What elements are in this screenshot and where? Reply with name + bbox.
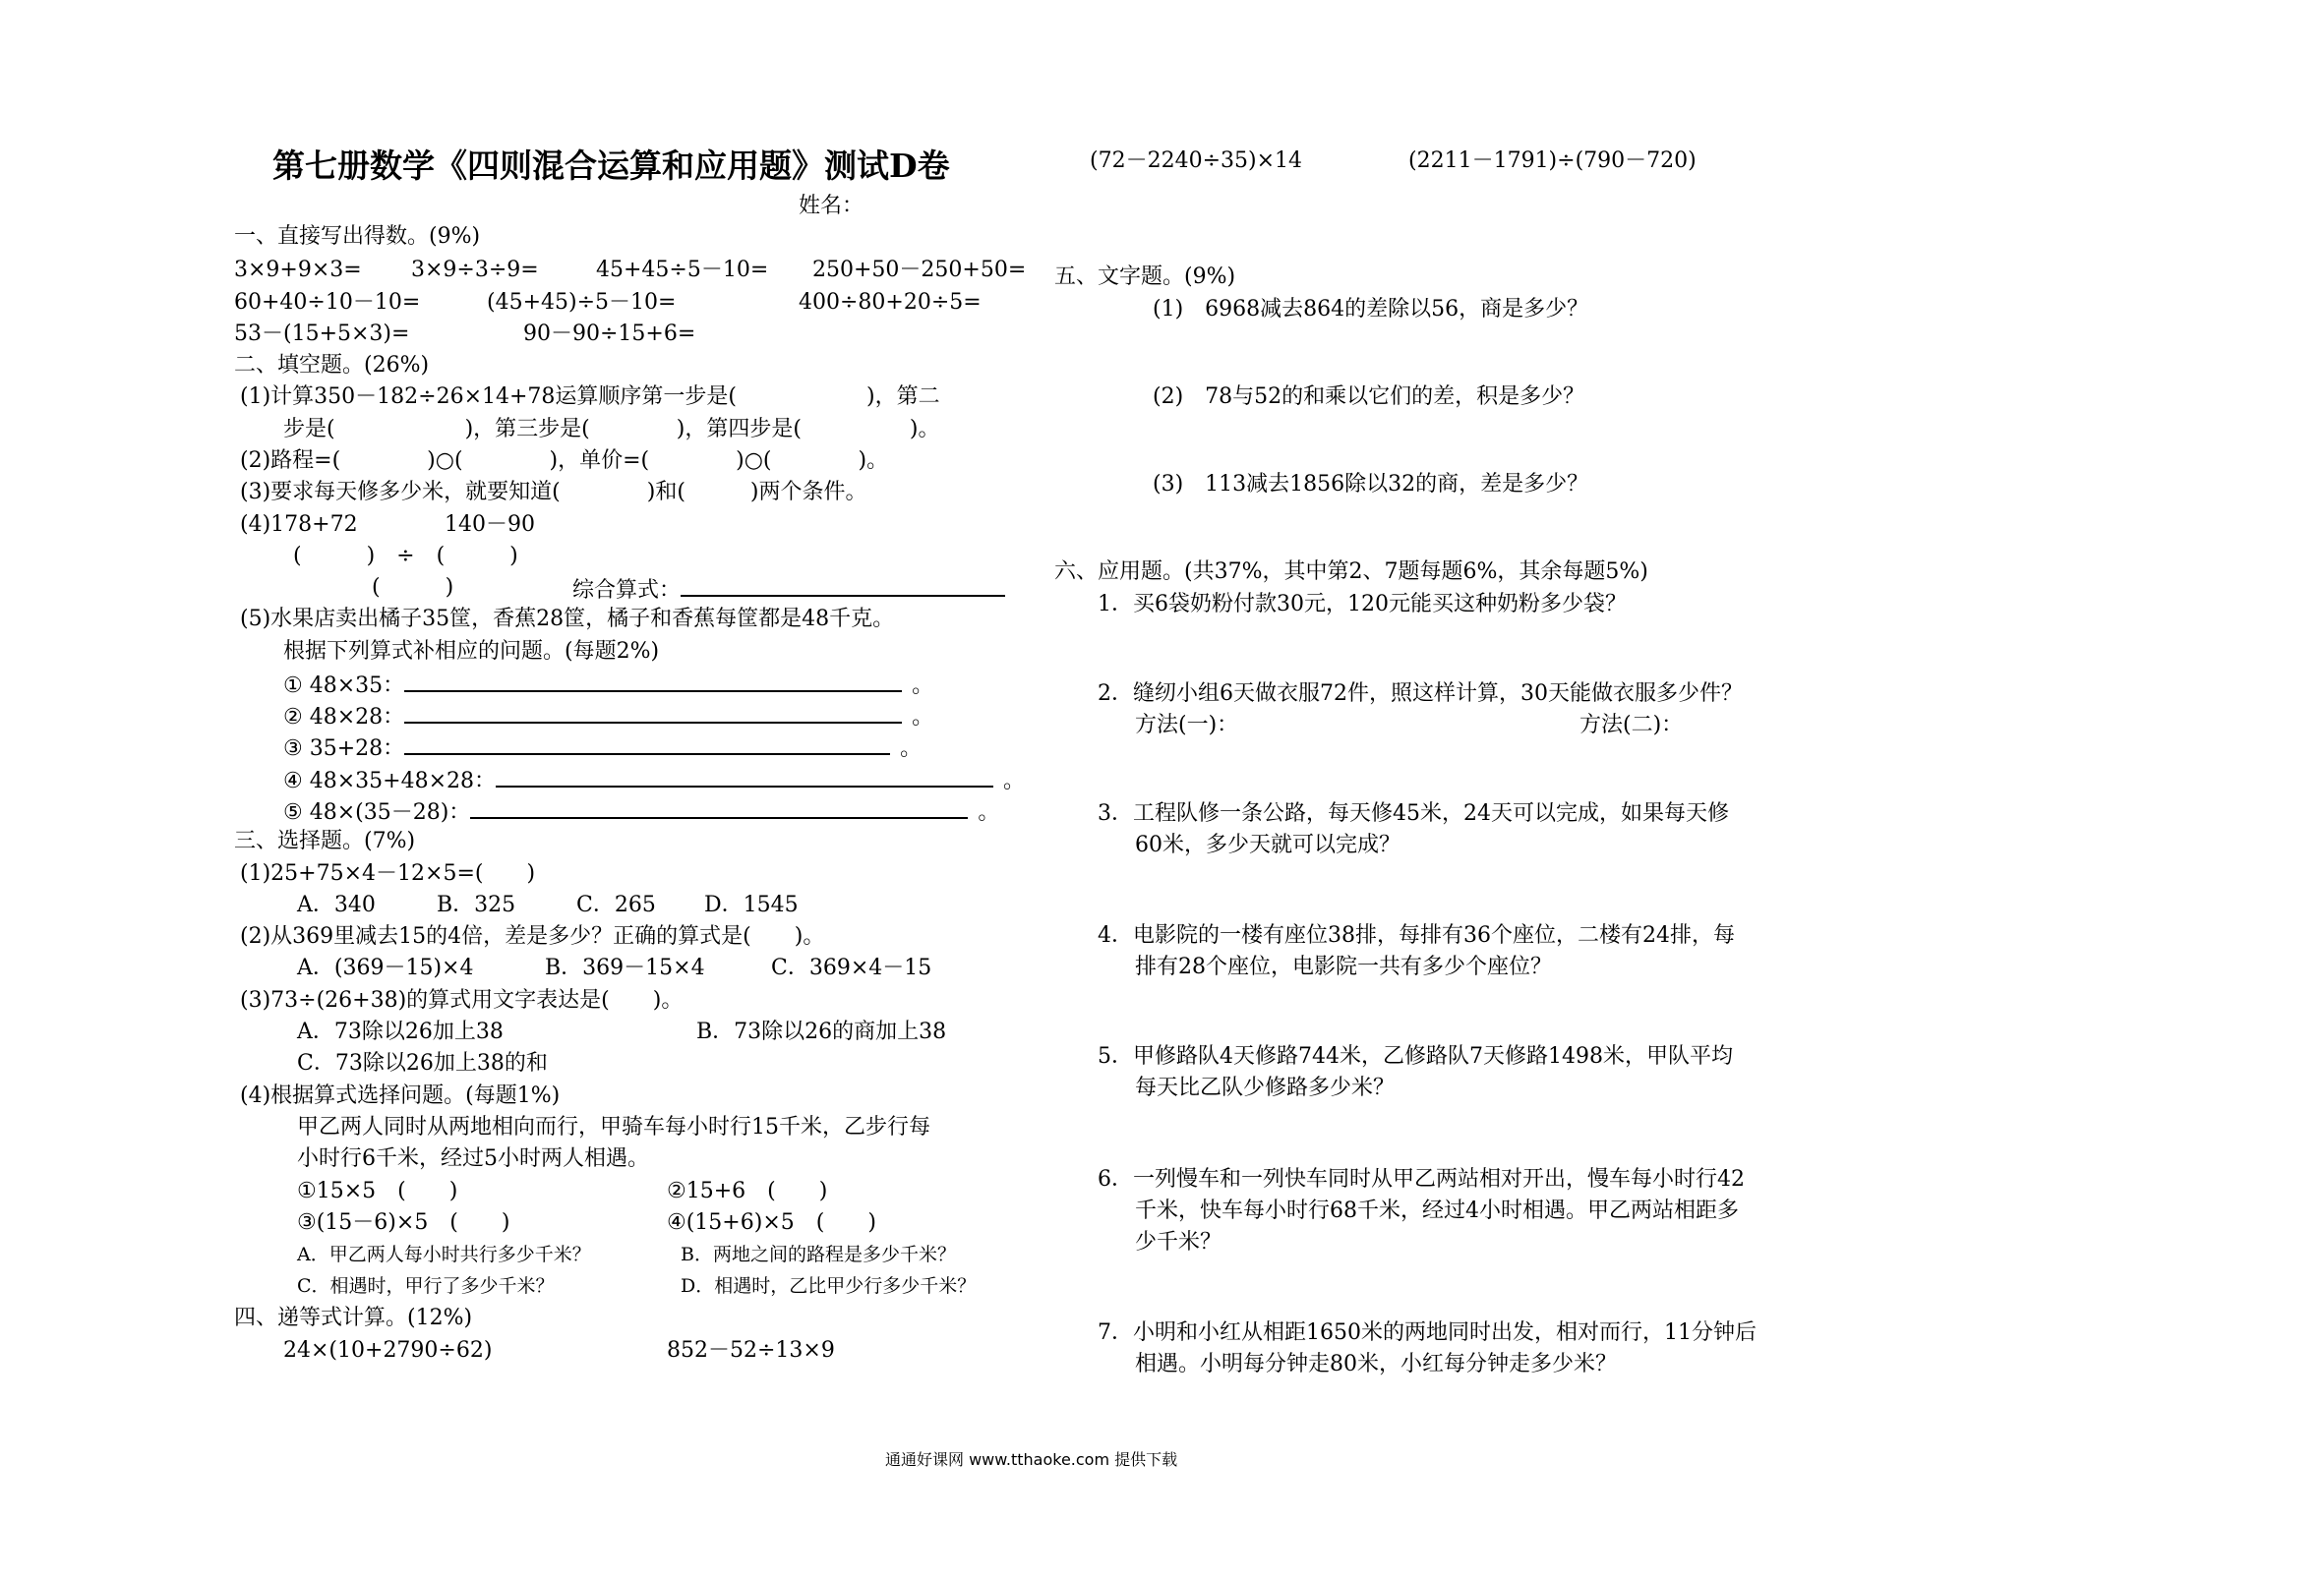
- s3-q4-e3: ③(15－6)×5 ( ): [297, 1210, 510, 1235]
- answer-line[interactable]: [404, 702, 902, 724]
- answer-line[interactable]: [681, 575, 1005, 597]
- s1-item: 45+45÷5－10=: [596, 258, 769, 282]
- s1-item: 3×9÷3÷9=: [411, 258, 539, 282]
- item-label: ② 48×28：: [283, 705, 405, 730]
- s3-q1: (1)25+75×4－12×5=( ): [240, 861, 536, 886]
- s4-e1: 24×(10+2790÷62): [283, 1338, 493, 1363]
- s3-q1-opt: B．325: [437, 893, 516, 917]
- s1-item: 3×9+9×3=: [234, 258, 362, 282]
- s6-q5-l2: 每天比乙队少修路多少米？: [1135, 1076, 1396, 1100]
- period: 。: [1003, 769, 1026, 793]
- s2-q1-line1: (1)计算350－182÷26×14+78运算顺序第一步是( )，第二: [240, 384, 940, 409]
- s2-q1-line2: 步是( )，第三步是( )，第四步是( )。: [283, 417, 940, 441]
- s6-q2-method2: 方法(二)：: [1579, 713, 1684, 737]
- section3-heading: 三、选择题。(7%): [234, 829, 416, 853]
- item-label: ④ 48×35+48×28：: [283, 769, 496, 793]
- s1-item: 250+50－250+50=: [812, 258, 1027, 282]
- s6-q7-l1: 7．小明和小红从相距1650米的两地同时出发，相对而行，11分钟后: [1098, 1320, 1757, 1345]
- s3-q4-oB: B．两地之间的路程是多少千米？: [681, 1244, 956, 1265]
- s5-q3: (3) 113减去1856除以32的商，差是多少？: [1153, 472, 1589, 497]
- s1-item: 53－(15+5×3)=: [234, 322, 410, 346]
- combined-label: 综合算式：: [572, 578, 682, 603]
- answer-line[interactable]: [470, 797, 968, 819]
- s2-q4-line2: ( ) ÷ ( ): [293, 544, 518, 568]
- period: 。: [912, 705, 934, 730]
- item-label: ③ 35+28：: [283, 736, 405, 761]
- s5-q2: (2) 78与52的和乘以它们的差，积是多少？: [1153, 384, 1585, 409]
- period: 。: [900, 736, 923, 761]
- s3-q2: (2)从369里减去15的4倍，差是多少？正确的算式是( )。: [240, 924, 825, 949]
- answer-line[interactable]: [404, 733, 890, 755]
- period: 。: [912, 673, 934, 698]
- s3-q4-e4: ④(15+6)×5 ( ): [667, 1210, 876, 1235]
- s1-item: 90－90÷15+6=: [523, 322, 696, 346]
- s2-q5-item: [283, 766, 1025, 794]
- s3-q4-oC: C．相遇时，甲行了多少千米？: [297, 1275, 555, 1297]
- s3-q3: (3)73÷(26+38)的算式用文字表达是( )。: [240, 988, 684, 1013]
- section5-heading: 五、文字题。(9%): [1054, 264, 1236, 289]
- answer-line[interactable]: [404, 671, 902, 692]
- s2-q5-item: [283, 733, 922, 762]
- s2-q5-item: [283, 702, 933, 731]
- s3-q4-e1: ①15×5 ( ): [297, 1179, 458, 1203]
- s3-q2-opt: A．(369－15)×4: [297, 956, 474, 980]
- section4-heading: 四、递等式计算。(12%): [234, 1306, 473, 1330]
- s3-q4-e2: ②15+6 ( ): [667, 1179, 828, 1203]
- item-label: ① 48×35：: [283, 673, 405, 698]
- s2-q4-b: 140－90: [445, 512, 535, 537]
- s6-q6-l2: 千米，快车每小时行68千米，经过4小时相遇。甲乙两站相距多: [1135, 1199, 1739, 1223]
- s6-q5-l1: 5．甲修路队4天修路744米，乙修路队7天修路1498米，甲队平均: [1098, 1044, 1733, 1069]
- s1-item: 60+40÷10－10=: [234, 290, 421, 315]
- s2-q5-item: [283, 671, 933, 699]
- s3-q2-opt: B．369－15×4: [545, 956, 705, 980]
- s6-q1: 1．买6袋奶粉付款30元，120元能买这种奶粉多少袋？: [1098, 592, 1627, 616]
- s3-q1-opt: A．340: [297, 893, 376, 917]
- s2-q5-line2: 根据下列算式补相应的问题。(每题2%): [283, 639, 660, 664]
- s4-e3: (72－2240÷35)×14: [1090, 148, 1303, 173]
- s3-q4-text1: 甲乙两人同时从两地相向而行，甲骑车每小时行15千米，乙步行每: [297, 1115, 930, 1140]
- s3-q4: (4)根据算式选择问题。(每题1%): [240, 1083, 561, 1108]
- item-label: ⑤ 48×(35－28)：: [283, 800, 471, 825]
- s6-q4-l1: 4．电影院的一楼有座位38排，每排有36个座位，二楼有24排，每: [1098, 923, 1735, 948]
- s1-item: 400÷80+20÷5=: [799, 290, 982, 315]
- s2-q2: (2)路程=( )○( )，单价=( )○( )。: [240, 448, 889, 473]
- page-title: 第七册数学《四则混合运算和应用题》测试D卷: [272, 146, 950, 185]
- s3-q3-optC: C．73除以26加上38的和: [297, 1051, 548, 1076]
- s3-q1-opt: C．265: [576, 893, 656, 917]
- s6-q6-l3: 少千米？: [1135, 1230, 1222, 1255]
- s3-q3-optA: A．73除以26加上38: [297, 1020, 504, 1044]
- s6-q3-l2: 60米，多少天就可以完成？: [1135, 833, 1400, 857]
- answer-line[interactable]: [496, 766, 993, 788]
- s3-q4-oA: A．甲乙两人每小时共行多少千米？: [297, 1244, 591, 1265]
- name-label: 姓名：: [799, 194, 864, 218]
- period: 。: [978, 800, 1000, 825]
- s3-q4-text2: 小时行6千米，经过5小时两人相遇。: [297, 1146, 649, 1171]
- section6-heading: 六、应用题。(共37%，其中第2、7题每题6%，其余每题5%): [1054, 559, 1648, 584]
- s5-q1: (1) 6968减去864的差除以56，商是多少？: [1153, 297, 1589, 322]
- s6-q7-l2: 相遇。小明每分钟走80米，小红每分钟走多少米？: [1135, 1352, 1617, 1376]
- s3-q3-optB: B．73除以26的商加上38: [696, 1020, 947, 1044]
- s2-q4-line3: ( ): [372, 575, 454, 600]
- footer-text: 通通好课网 www.tthaoke.com 提供下载: [885, 1450, 1178, 1469]
- s6-q6-l1: 6．一列慢车和一列快车同时从甲乙两站相对开出，慢车每小时行42: [1098, 1167, 1745, 1192]
- s2-q4-combined: [572, 575, 1005, 604]
- s6-q2: 2．缝纫小组6天做衣服72件，照这样计算，30天能做衣服多少件？: [1098, 681, 1743, 706]
- s2-q5-item: [283, 797, 999, 826]
- s2-q3: (3)要求每天修多少米，就要知道( )和( )两个条件。: [240, 480, 867, 504]
- s3-q1-opt: D．1545: [704, 893, 799, 917]
- s3-q4-oD: D．相遇时，乙比甲少行多少千米？: [681, 1275, 977, 1297]
- s6-q2-method1: 方法(一)：: [1135, 713, 1239, 737]
- s3-q2-opt: C．369×4－15: [771, 956, 932, 980]
- section2-heading: 二、填空题。(26%): [234, 353, 430, 378]
- s2-q4-a: (4)178+72: [240, 512, 358, 537]
- s4-e2: 852－52÷13×9: [667, 1338, 835, 1363]
- section1-heading: 一、直接写出得数。(9%): [234, 224, 481, 249]
- s4-e4: (2211－1791)÷(790－720): [1408, 148, 1697, 173]
- s6-q3-l1: 3．工程队修一条公路，每天修45米，24天可以完成，如果每天修: [1098, 801, 1729, 826]
- s6-q4-l2: 排有28个座位，电影院一共有多少个座位？: [1135, 955, 1552, 979]
- s1-item: (45+45)÷5－10=: [487, 290, 677, 315]
- s2-q5-line1: (5)水果店卖出橘子35筐，香蕉28筐，橘子和香蕉每筐都是48千克。: [240, 607, 895, 631]
